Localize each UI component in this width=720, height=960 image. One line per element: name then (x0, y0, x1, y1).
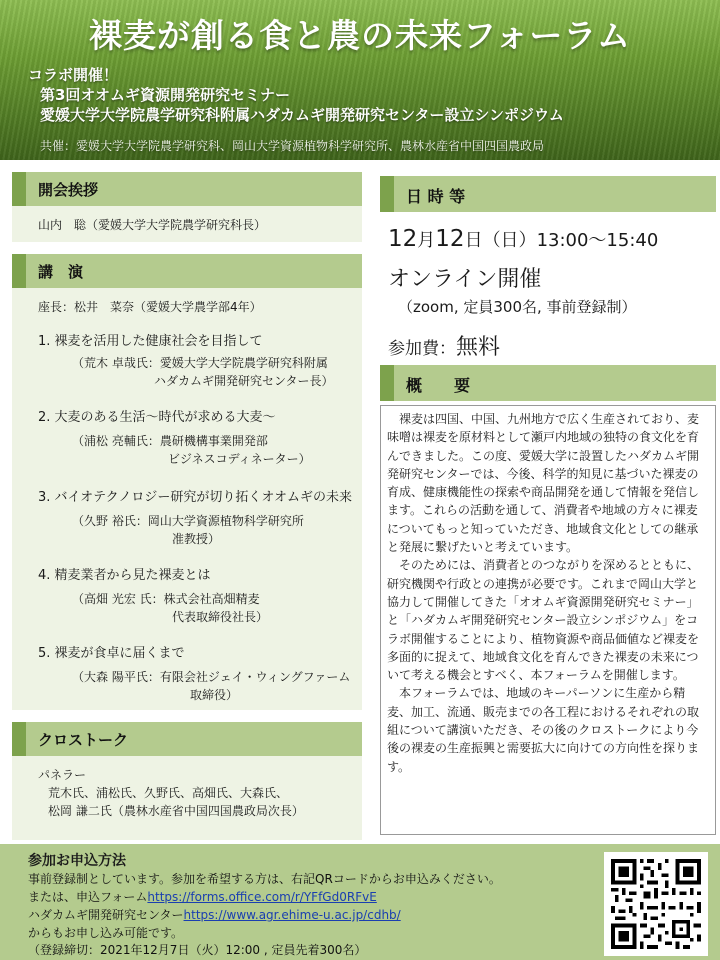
event-date (388, 226, 658, 252)
seminar-title-1: 第3回オオムギ資源開発研究セミナー (40, 86, 290, 104)
event-fee (388, 330, 500, 361)
crosstalk-section (12, 722, 362, 840)
apply-deadline: （登録締切：2021年12月7日（火）12:00 , 定員先着300名） (28, 943, 367, 957)
lectures-heading: 講 演 (12, 254, 362, 288)
apply-form-link[interactable]: https://forms.office.com/r/YFfGd0RFvE (147, 890, 377, 904)
lecture-2-title: 2. 大麦のある生活～時代が求める大麦～ (38, 410, 276, 425)
lecture-5-speaker-role: 取締役） (190, 688, 239, 702)
event-time: 13:00～15:40 (536, 230, 659, 251)
crosstalk-heading: クロストーク (12, 722, 362, 756)
apply-form-prefix: または、申込フォーム (28, 890, 148, 904)
lecture-3-speaker: （久野 裕氏：岡山大学資源植物科学研究所 (72, 514, 304, 528)
lecture-2-speaker: （浦松 亮輔氏：農研機構事業開発部 (72, 434, 268, 448)
event-format-detail: （zoom, 定員300名, 事前登録制） (398, 298, 637, 316)
apply-line-4: からもお申し込み可能です。 (28, 926, 184, 940)
overview-section (380, 405, 716, 835)
lecture-5-speaker: （大森 陽平氏：有限会社ジェイ・ウィングファーム (72, 670, 351, 684)
crosstalk-panelists: 荒木氏、浦松氏、久野氏、高畑氏、大森氏、 (48, 786, 289, 800)
apply-line-1: 事前登録制としています。参加を希望する方は、右記QRコードからお申込みください。 (28, 872, 501, 886)
opening-section (12, 172, 362, 242)
lectures-chair: 座長：松井 菜奈（愛媛大学農学部4年） (38, 300, 262, 314)
apply-center-link[interactable]: https://www.agr.ehime-u.ac.jp/cdhb/ (183, 908, 401, 922)
lecture-4-speaker-role: 代表取締役社長） (172, 610, 269, 624)
overview-paragraph-2: そのためには、消費者とのつながりを深めるとともに、研究機関や行政との連携が必要です。これまで岡山大学と協力して開催してきた「オオムギ資源開発研究セミナー」と「ハダカムギ開発研究センター設立シンポジウム」をコラボ開催することにより、植物資源や商品価値など裸麦を多面的に捉えて、地域食文化を育んできた裸麦の未来について考える機会とすべく、本フォーラムを開催します。 (387, 558, 700, 683)
lectures-section (12, 254, 362, 710)
opening-speaker: 山内 聡（愛媛大学大学院農学研究科長） (38, 218, 267, 232)
lecture-5-title: 5. 裸麦が食卓に届くまで (38, 646, 185, 661)
page-title: 裸麦が創る食と農の未来フォーラム (88, 16, 632, 55)
cohost-line: 共催：愛媛大学大学院農学研究科、岡山大学資源植物科学研究所、農林水産省中国四国農政局 (40, 139, 545, 153)
lecture-2-speaker-role: ビジネスコディネーター） (168, 452, 311, 466)
event-day-unit: 日 (464, 230, 483, 251)
seminar-title-2: 愛媛大学大学院農学研究科附属ハダカムギ開発研究センター設立シンポジウム (40, 106, 564, 124)
lecture-4-title: 4. 精麦業者から見た裸麦とは (38, 568, 211, 583)
collab-label: コラボ開催！ (28, 66, 119, 84)
opening-heading: 開会挨拶 (12, 172, 362, 206)
fee-value: 無料 (456, 335, 501, 360)
event-weekday: （日） (482, 230, 537, 251)
lecture-1-speaker: （荒木 卓哉氏：愛媛大学大学院農学研究科附属 (72, 356, 328, 370)
apply-line-3 (28, 906, 401, 923)
schedule-heading: 日 時 等 (380, 176, 716, 212)
apply-center-prefix: ハダカムギ開発研究センター (28, 908, 184, 922)
lecture-3-speaker-role: 准教授） (172, 532, 221, 546)
crosstalk-panel-label: パネラー (38, 768, 87, 782)
overview-paragraph-3: 本フォーラムでは、地域のキーパーソンに生産から精麦、加工、流通、販売までの各工程におけるそれぞれの取組について講演いただき、その後のクロストークにより今後の裸麦の生産振興と需要拡大に向けての方向性を探ります。 (387, 686, 700, 774)
apply-heading: 参加お申込方法 (28, 853, 126, 869)
lecture-4-speaker: （高畑 光宏 氏：株式会社高畑精麦 (72, 592, 260, 606)
event-month: 12 (388, 226, 418, 252)
event-format: オンライン開催 (388, 267, 542, 292)
overview-body (387, 410, 709, 776)
overview-paragraph-1: 裸麦は四国、中国、九州地方で広く生産されており、麦味噌は裸麦を原材料として瀬戸内地域の独特の食文化を育んできました。この度、愛媛大学に設置したハダカムギ開発研究センターでは、今後、科学的知見に基づいた裸麦の育成、健康機能性の探索や商品開発を通して情報を発信します。これらの活動を通して、消費者や地域の方々に裸麦についてもっと知っていただき、地域食文化としての継承と発展に繋げたいと考えています。 (387, 412, 700, 555)
lecture-1-speaker-role: ハダカムギ開発研究センター長） (154, 374, 334, 388)
event-month-unit: 月 (417, 230, 436, 251)
apply-line-2 (28, 888, 377, 905)
lecture-1-title: 1. 裸麦を活用した健康社会を目指して (38, 334, 263, 349)
qr-code-icon[interactable] (604, 852, 708, 956)
event-day: 12 (435, 226, 465, 252)
fee-label: 参加費： (388, 339, 456, 359)
header-banner (0, 0, 720, 160)
crosstalk-panelist-extra: 松岡 謙二氏（農林水産省中国四国農政局次長） (48, 804, 304, 818)
overview-heading: 概 要 (380, 365, 716, 401)
lecture-3-title: 3. バイオテクノロジー研究が切り拓くオオムギの未来 (38, 490, 352, 505)
